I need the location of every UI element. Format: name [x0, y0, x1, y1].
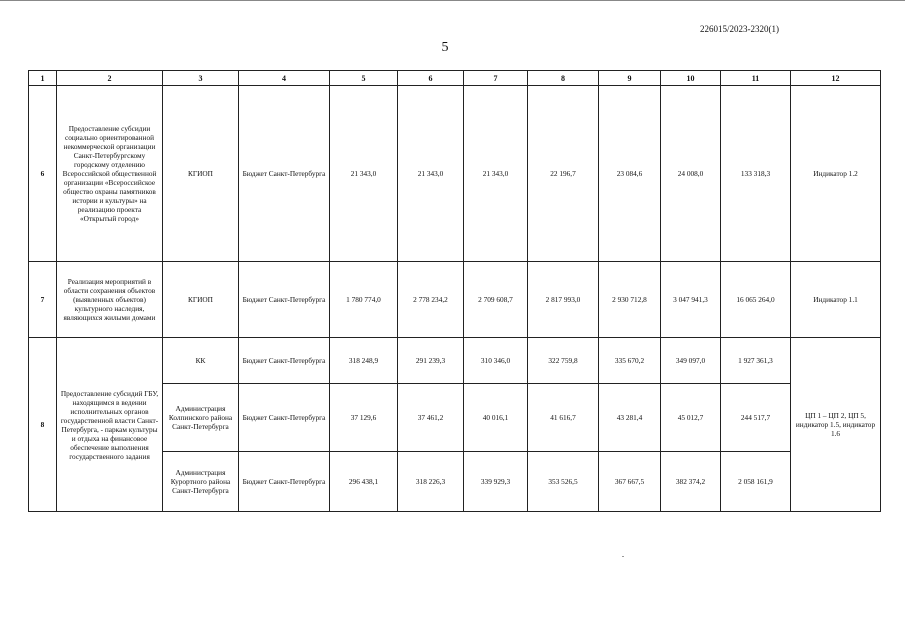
executor: Администрация Курортного района Санкт-Петербурга	[163, 452, 239, 512]
executor: КГИОП	[163, 86, 239, 262]
col-header: 1	[29, 71, 57, 86]
value-cell: 296 438,1	[330, 452, 398, 512]
activity-name: Предоставление субсидии социально ориентированной некоммерческой организации Санкт-Петербургскому городскому отделению Всероссийской общественной организации «Всероссийское общество охраны памятников истории и культуры» на реализацию проекта «Открытый город»	[57, 86, 163, 262]
col-header: 10	[661, 71, 721, 86]
value-cell: 43 281,4	[599, 384, 661, 452]
header-row	[29, 71, 881, 86]
value-cell: 21 343,0	[398, 86, 464, 262]
col-header: 4	[239, 71, 330, 86]
col-header: 9	[599, 71, 661, 86]
col-header: 2	[57, 71, 163, 86]
value-cell: 41 616,7	[528, 384, 599, 452]
value-cell: 2 817 993,0	[528, 262, 599, 338]
col-header: 11	[721, 71, 791, 86]
table-row-6	[29, 86, 881, 262]
document-id: 226015/2023-2320(1)	[700, 24, 779, 34]
col-header: 7	[464, 71, 528, 86]
value-cell: 2 709 608,7	[464, 262, 528, 338]
value-cell: 1 780 774,0	[330, 262, 398, 338]
total-cell: 133 318,3	[721, 86, 791, 262]
value-cell: 2 930 712,8	[599, 262, 661, 338]
row-number: 7	[29, 262, 57, 338]
value-cell: 367 667,5	[599, 452, 661, 512]
total-cell: 244 517,7	[721, 384, 791, 452]
col-header: 5	[330, 71, 398, 86]
executor: Администрация Колпинского района Санкт-Петербурга	[163, 384, 239, 452]
value-cell: 21 343,0	[330, 86, 398, 262]
value-cell: 318 226,3	[398, 452, 464, 512]
value-cell: 382 374,2	[661, 452, 721, 512]
value-cell: 3 047 941,3	[661, 262, 721, 338]
value-cell: 21 343,0	[464, 86, 528, 262]
table-row-7	[29, 262, 881, 338]
row-number: 6	[29, 86, 57, 262]
scan-edge-line	[0, 0, 905, 1]
executor: КГИОП	[163, 262, 239, 338]
value-cell: 24 008,0	[661, 86, 721, 262]
value-cell: 2 778 234,2	[398, 262, 464, 338]
scan-speck	[622, 556, 624, 557]
funding-table	[28, 70, 881, 512]
table-row-8a	[29, 338, 881, 384]
value-cell: 318 248,9	[330, 338, 398, 384]
value-cell: 349 097,0	[661, 338, 721, 384]
value-cell: 353 526,5	[528, 452, 599, 512]
funding-source: Бюджет Санкт-Петербурга	[239, 86, 330, 262]
indicator-cell: Индикатор 1.1	[791, 262, 881, 338]
value-cell: 40 016,1	[464, 384, 528, 452]
executor: КК	[163, 338, 239, 384]
funding-source: Бюджет Санкт-Петербурга	[239, 338, 330, 384]
total-cell: 1 927 361,3	[721, 338, 791, 384]
value-cell: 335 670,2	[599, 338, 661, 384]
value-cell: 310 346,0	[464, 338, 528, 384]
value-cell: 45 012,7	[661, 384, 721, 452]
value-cell: 23 084,6	[599, 86, 661, 262]
value-cell: 339 929,3	[464, 452, 528, 512]
activity-name: Реализация мероприятий в области сохранения объектов (выявленных объектов) культурного наследия, являющихся жилыми домами	[57, 262, 163, 338]
col-header: 12	[791, 71, 881, 86]
indicator-cell: Индикатор 1.2	[791, 86, 881, 262]
col-header: 3	[163, 71, 239, 86]
value-cell: 37 129,6	[330, 384, 398, 452]
funding-source: Бюджет Санкт-Петербурга	[239, 384, 330, 452]
value-cell: 37 461,2	[398, 384, 464, 452]
value-cell: 291 239,3	[398, 338, 464, 384]
col-header: 8	[528, 71, 599, 86]
value-cell: 322 759,8	[528, 338, 599, 384]
funding-source: Бюджет Санкт-Петербурга	[239, 452, 330, 512]
total-cell: 16 065 264,0	[721, 262, 791, 338]
row-number: 8	[29, 338, 57, 512]
activity-name: Предоставление субсидий ГБУ, находящимся в ведении исполнительных органов государственной власти Санкт-Петербурга, - паркам культуры и отдыха на финансовое обеспечение выполнения государственного задания	[57, 338, 163, 512]
total-cell: 2 058 161,9	[721, 452, 791, 512]
page-number: 5	[441, 40, 449, 55]
funding-source: Бюджет Санкт-Петербурга	[239, 262, 330, 338]
value-cell: 22 196,7	[528, 86, 599, 262]
col-header: 6	[398, 71, 464, 86]
indicator-cell: ЦП 1 – ЦП 2, ЦП 5, индикатор 1.5, индикатор 1.6	[791, 338, 881, 512]
